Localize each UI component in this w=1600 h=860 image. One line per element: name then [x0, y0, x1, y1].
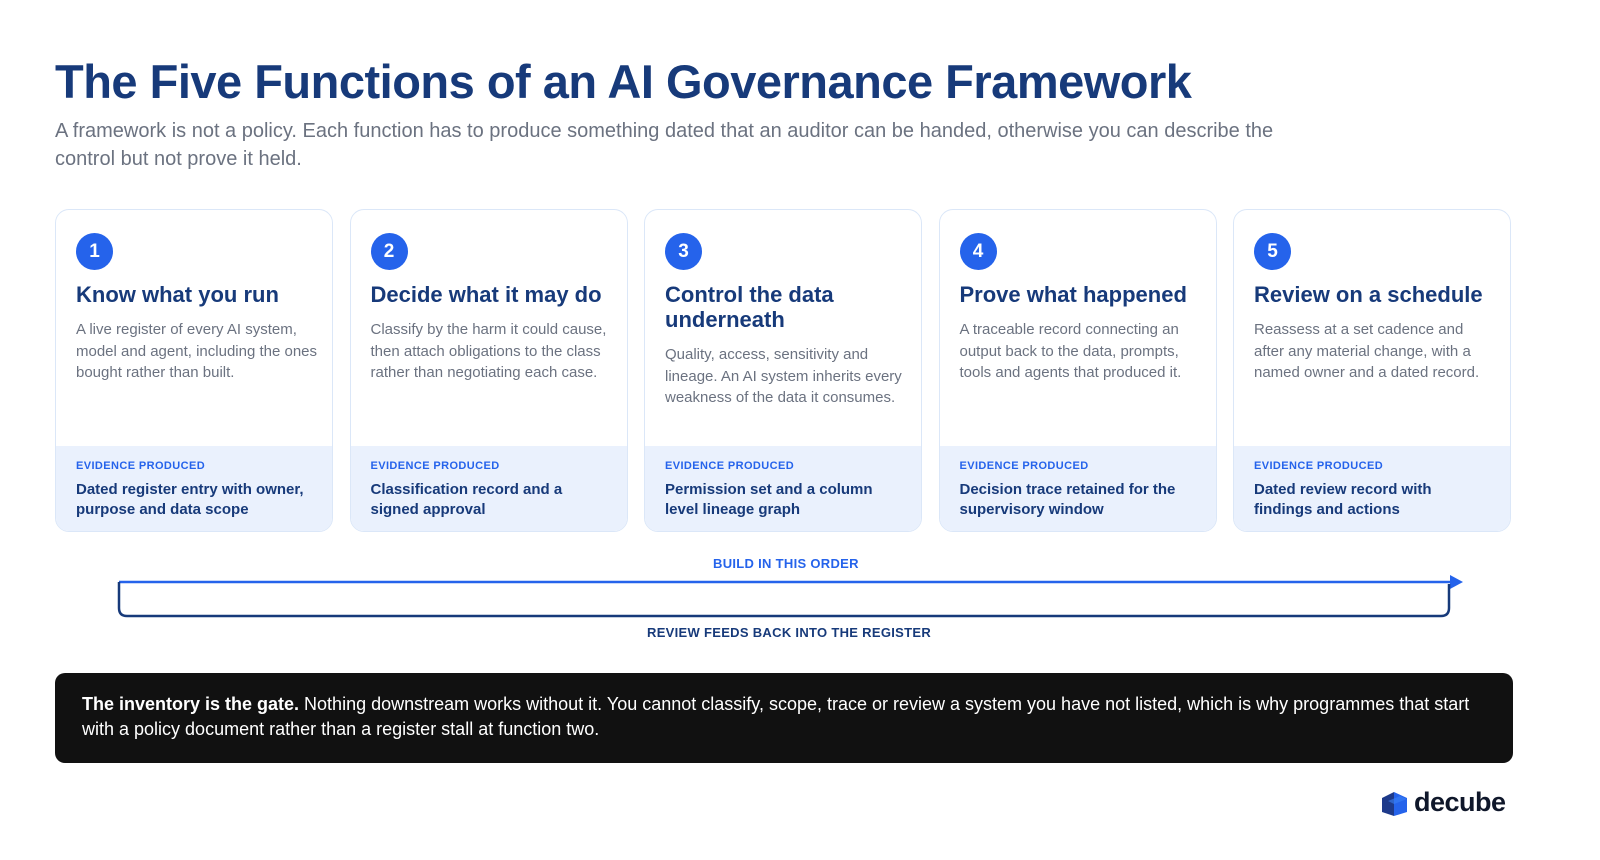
evidence-label: EVIDENCE PRODUCED — [76, 460, 206, 472]
evidence-text: Dated register entry with owner, purpose and data scope — [76, 481, 304, 518]
function-heading: Prove what happened — [959, 282, 1187, 307]
step-number-badge: 5 — [1254, 233, 1291, 270]
function-description: Quality, access, sensitivity and lineage. An AI system inherits every weakness of the data it consumes. — [665, 346, 902, 406]
feedback-loop-label: REVIEW FEEDS BACK INTO THE REGISTER — [647, 625, 932, 640]
page-subtitle: A framework is not a policy. Each function has to produce something dated that an auditor can be handed, otherwise you can describe the control but not prove it held. — [55, 120, 1274, 170]
function-heading: Control the data underneath — [665, 282, 834, 332]
step-number-badge: 3 — [665, 233, 702, 270]
evidence-text: Decision trace retained for the supervisory window — [959, 481, 1176, 518]
key-insight-callout — [55, 673, 1513, 763]
step-number-badge: 4 — [960, 233, 997, 270]
evidence-text: Dated review record with findings and actions — [1254, 481, 1432, 518]
function-description: A traceable record connecting an output back to the data, prompts, tools and agents that produced it. — [959, 321, 1182, 381]
page-title: The Five Functions of an AI Governance Framework — [55, 55, 1192, 108]
decube-cube-icon — [1380, 790, 1410, 818]
function-heading: Know what you run — [76, 282, 279, 307]
callout-text: Nothing downstream works without it. You cannot classify, scope, trace or review a system you have not listed, which is why programmes that start with a policy document rather than a register stall at function two. — [82, 694, 1470, 739]
evidence-label: EVIDENCE PRODUCED — [665, 460, 795, 472]
evidence-text: Permission set and a column level lineage graph — [665, 481, 873, 518]
evidence-label: EVIDENCE PRODUCED — [370, 460, 500, 472]
feedback-loop-line — [119, 582, 1449, 616]
function-description: Classify by the harm it could cause, then attach obligations to the class rather than negotiating each case. — [370, 321, 607, 381]
evidence-label: EVIDENCE PRODUCED — [959, 460, 1089, 472]
step-number-badge: 2 — [371, 233, 408, 270]
function-heading: Review on a schedule — [1254, 282, 1483, 307]
evidence-text: Classification record and a signed approval — [370, 481, 563, 518]
build-order-arrowhead — [1450, 575, 1463, 589]
build-order-label: BUILD IN THIS ORDER — [713, 556, 859, 571]
function-description: A live register of every AI system, model and agent, including the ones bought rather than built. — [76, 321, 318, 381]
evidence-label: EVIDENCE PRODUCED — [1254, 460, 1384, 472]
callout-lead: The inventory is the gate. — [82, 694, 300, 714]
step-number-badge: 1 — [76, 233, 113, 270]
function-heading: Decide what it may do — [370, 282, 602, 307]
function-description: Reassess at a set cadence and after any material change, with a named owner and a dated record. — [1254, 321, 1480, 381]
brand-name: decube — [1414, 787, 1506, 817]
